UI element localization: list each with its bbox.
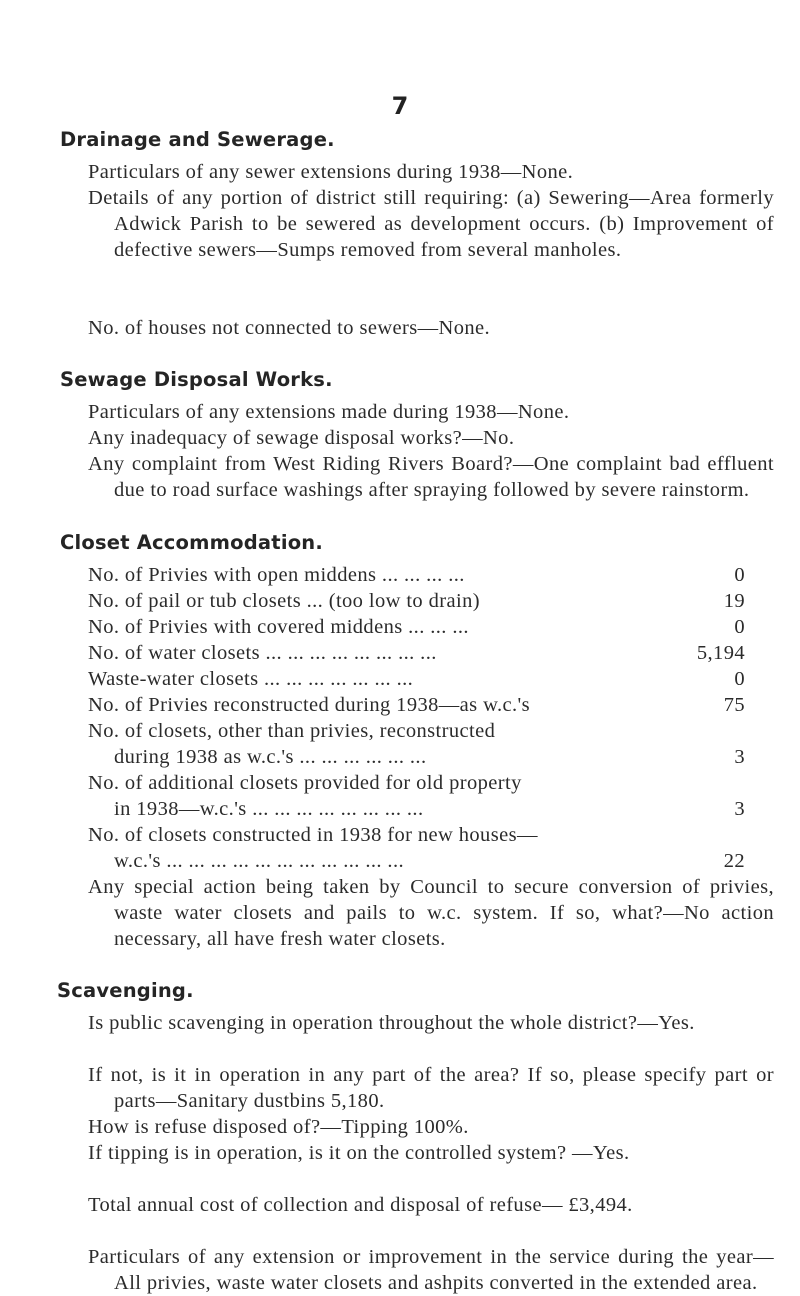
page-number: 7 — [391, 92, 409, 120]
closet-row-label: No. of water closets ... ... ... ... ... ... ... ... — [88, 642, 437, 664]
closet-row-value: 19 — [723, 590, 745, 612]
closet-row-label: during 1938 as w.c.'s ... ... ... ... ... ... — [114, 746, 427, 768]
closet-row-line — [88, 718, 745, 744]
closet-row-value: 3 — [734, 798, 745, 820]
scavenging-heading: Scavenging. — [57, 979, 194, 1002]
closet-row — [88, 588, 745, 614]
closet-row-label: No. of closets, other than privies, reconstructed — [88, 720, 496, 742]
closet-heading: Closet Accommodation. — [60, 531, 323, 554]
closet-row-label: w.c.'s ... ... ... ... ... ... ... ... ... ... ... — [114, 850, 404, 872]
closet-row-value: 0 — [734, 564, 745, 586]
closet-row-label: No. of additional closets provided for old property — [88, 772, 522, 794]
closet-row — [88, 692, 745, 718]
drainage-houses-text: No. of houses not connected to sewers—None. — [88, 317, 491, 339]
sewage-complaint-text: Any complaint from West Riding Rivers Board?—One complaint bad effluent due to road surface washings after spraying followed by severe rainstorm. — [88, 453, 774, 501]
closet-row — [88, 666, 745, 692]
closet-row-label: No. of Privies with open middens ... ... ... ... — [88, 564, 465, 586]
scavenging-cost-text: Total annual cost of collection and disposal of refuse— £3,494. — [88, 1194, 633, 1216]
sewage-extensions-text: Particulars of any extensions made during 1938—None. — [88, 401, 570, 423]
sewage-inadequacy-text: Any inadequacy of sewage disposal works?—No. — [88, 427, 515, 449]
closet-row-line — [88, 770, 745, 796]
closet-row-value: 0 — [734, 668, 745, 690]
scavenging-improvement-text: Particulars of any extension or improvement in the service during the year—All privies, waste water closets and ashpits converted in the extended area. — [88, 1246, 774, 1294]
closet-row — [88, 562, 745, 588]
closet-row-value: 5,194 — [696, 642, 745, 664]
scavenging-tipping-text: If tipping is in operation, is it on the controlled system? —Yes. — [88, 1142, 630, 1164]
scavenging-parts-text: If not, is it in operation in any part of the area? If so, please specify part or parts—Sanitary dustbins 5,180. — [88, 1064, 774, 1112]
closet-row-label: No. of pail or tub closets ... (too low to drain) — [88, 590, 480, 612]
closet-row-value: 0 — [734, 616, 745, 638]
scavenging-public-text: Is public scavenging in operation throughout the whole district?—Yes. — [88, 1012, 695, 1034]
closet-row — [88, 744, 745, 770]
closet-row-label: in 1938—w.c.'s ... ... ... ... ... ... ... ... — [114, 798, 424, 820]
drainage-heading: Drainage and Sewerage. — [60, 128, 335, 151]
closet-row-line — [88, 822, 745, 848]
closet-row-value: 22 — [723, 850, 745, 872]
drainage-details-text: Details of any portion of district still requiring: (a) Sewering—Area formerly Adwick Parish to be sewered as development occurs. (b) Improvement of defective sewers—Sumps removed from several manholes. — [88, 187, 774, 261]
closet-row-label: No. of Privies reconstructed during 1938—as w.c.'s — [88, 694, 530, 716]
closet-row — [88, 848, 745, 874]
closet-row-label: No. of closets constructed in 1938 for new houses— — [88, 824, 538, 846]
closet-row-value: 75 — [723, 694, 745, 716]
closet-special-action-text: Any special action being taken by Council to secure conversion of privies, waste water closets and pails to w.c. system. If so, what?—No action necessary, all have fresh water closets. — [88, 876, 774, 950]
closet-row-label: No. of Privies with covered middens ... ... ... — [88, 616, 469, 638]
closet-row-value: 3 — [734, 746, 745, 768]
sewage-heading: Sewage Disposal Works. — [60, 368, 333, 391]
closet-row — [88, 614, 745, 640]
closet-row-label: Waste-water closets ... ... ... ... ... ... ... — [88, 668, 414, 690]
closet-row — [88, 640, 745, 666]
closet-row — [88, 796, 745, 822]
scavenging-refuse-text: How is refuse disposed of?—Tipping 100%. — [88, 1116, 469, 1138]
drainage-extensions-text: Particulars of any sewer extensions during 1938—None. — [88, 161, 574, 183]
